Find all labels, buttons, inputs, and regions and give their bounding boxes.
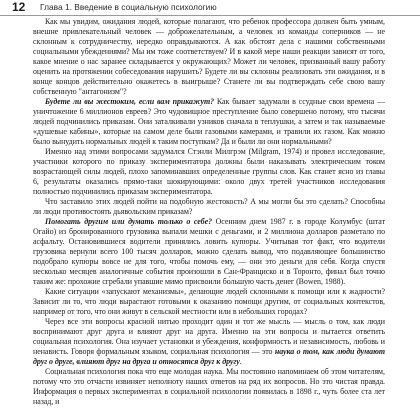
- paragraph-text: Осенним днем 1987 г. в городе Колумбус (штат Огайо) из бронированного грузовика выпали мешки с деньгами, и 2 миллиона долларов разметало по асфальту. Остановившиеся водители принялись ловить купюры. Учитывая тот факт, что водители грузовика вернули всего 100 тысяч долларов, можно сделать вывод, что подавляющее большинство подобрало купюры вовсе не для того, чтобы помочь ему, — они это деньги для себя. Когда спустя несколько месяцев аналогичные события произошли в Сан-Франциско и в Торонто, финал был точно таким же: прохожие сгребали упавшие мимо присвоили бо́льшую часть денег (Bowen, 1988).: [33, 217, 386, 286]
- paragraph-text: Что заставило этих людей пойти на подобную жестокость? А мы могли бы это сделать? Способны ли люди противостоять дьявольским приказам?: [33, 197, 385, 216]
- paragraph-7: [33, 317, 385, 367]
- paragraph-text: Как бывает задумали в ссудные свои времена — уничтожение 6 миллионов евреев? Это чудовищное преступление было совершено потому, что тысячи людей подчинились приказам. Они заталкивали узников сначала в теплушки, а затем и так называемые «душевые кабины», которые на самом деле были газовыми камерами, и травили их газом. Как можно было вынудить нормальных людей к таким поступкам? Да и были ли они нормальными?: [33, 97, 385, 146]
- paragraph-lead: Будете ли вы жестоким, если вам прикажут?: [45, 97, 215, 106]
- paragraph-text: Именно над этими вопросами задумался Стэнли Милгрэм (Milgram, 1974) и провел исследование, участники которого по приказу экспериментатора должны были наказывать электрическим током возрастающей силы людей, плохо запоминавших определенные группы слов. Как станет ясно из главы 6, результаты оказались прямо-таки шокирующими: около двух третей участников исследования полностью подчинились приказам экспериментатора.: [33, 147, 385, 196]
- paragraph-tail: .: [239, 357, 242, 366]
- paragraph-emphasis: наука о том, как люди думают друг о друге, влияют друг на друга и относятся друг к другу: [33, 347, 385, 366]
- page-header: [0, 0, 420, 16]
- paragraph-4: [33, 197, 385, 217]
- paragraph-1: [33, 17, 385, 97]
- paragraph-text: Социальная психология пока что еще молодая наука. Мы постоянно напоминаем об этом читателям, потому что это отчасти извиняет неполноту наших ответов на ряд их вопросов. Но это чистая правда. Информация о первых экспериментах в социальной психологии появилась в 1898 г., чуть более ста лет назад, и: [33, 367, 385, 406]
- body-text: [33, 17, 385, 407]
- paragraph-text: Какие ситуации «запускают механизмы», делающие людей склонными к помощи или к жадности? Зависит ли то, что люди вырастают готовыми к оказанию помощи другим, от социальных контекстов, например от того, что они живут в сельской местности или в небольших городах?: [33, 287, 385, 316]
- paragraph-text: Через все эти вопросы красной нитью проходит один и тот же мысль — мысль о том, как люди воспринимают друг друга и влияют друг на друга. Именно на эти вопросы и пытается ответить социальная психология. Она изучает установки и убеждения, конформность и независимость, любовь и ненависть. Говоря формальным языком, социальная психология — это: [33, 317, 385, 356]
- running-title: Глава 1. Введение в социальную психологию: [40, 2, 217, 12]
- paragraph-text: Как мы увидим, ожидания людей, которые полагают, что ребенок профессора должен быть умным, внешне привлекательный человек — доброжелательным, а человек из команды соперников — не склонным к сотрудничеству, нередко оправдываются. А как обстоят дела с нашими собственными социальными убеждениями? Мы им тоже соответствуем? И в какой мере наши реакции зависят от того, какое мнение о нас заранее складывается у окружающих? Может ли человек, призванный вашу работу оценить на протяжении собеседования нарушить? Будете ли вы склонны реализовать эти ожидания, и в конце концов действительно окажетесь в выигрыше? Станете ли вы подтверждать себе свою вашу собственную "антагонизм"?: [33, 17, 385, 96]
- paragraph-5: [33, 217, 385, 287]
- paragraph-8: [33, 367, 385, 407]
- paragraph-3: [33, 147, 385, 197]
- paragraph-6: [33, 287, 385, 317]
- paragraph-2: [33, 97, 385, 147]
- page-number: 12: [12, 0, 26, 14]
- paragraph-lead: Помогать другим или думать только о себе?: [45, 217, 213, 226]
